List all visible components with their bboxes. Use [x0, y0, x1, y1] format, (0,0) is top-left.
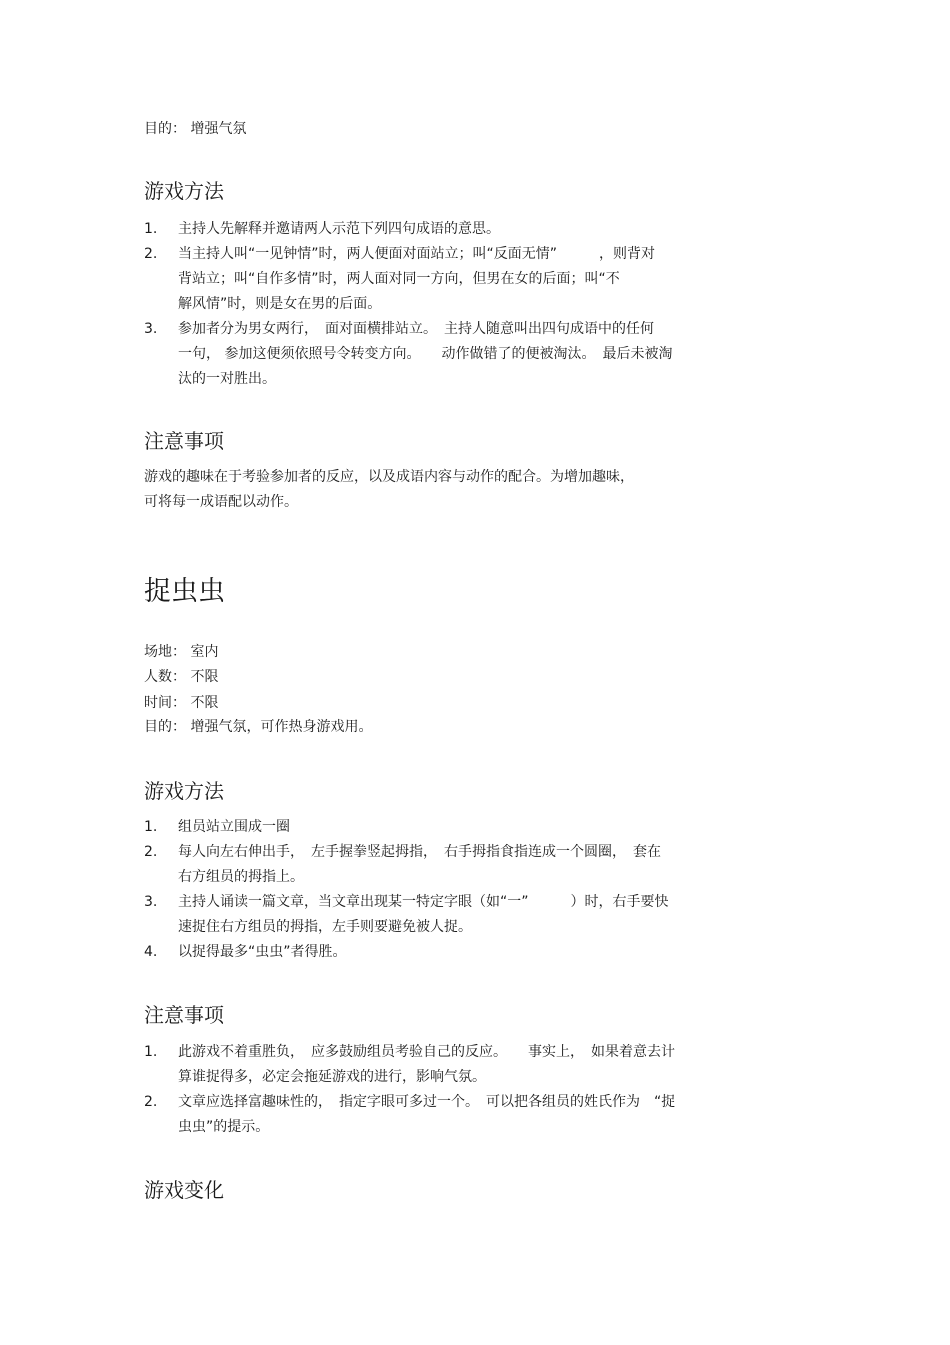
list-number: 2.: [144, 844, 158, 860]
paragraph-line: 可将每一成语配以动作。: [144, 494, 298, 510]
list-line: 每人向左右伸出手， 左手握拳竖起拇指， 右手拇指食指连成一个圆圈， 套在: [178, 844, 661, 860]
list-line: 解风情”时，则是女在男的后面。: [178, 296, 382, 312]
list-item: [144, 890, 724, 940]
game-title: 捉虫虫: [144, 576, 225, 607]
list-line: 算谁捉得多，必定会拖延游戏的进行，影响气氛。: [178, 1069, 486, 1085]
list-number: 2.: [144, 246, 158, 262]
list-line: 以捉得最多“虫虫”者得胜。: [178, 944, 347, 960]
list-number: 1.: [144, 221, 158, 237]
list-line: 组员站立围成一圈: [178, 819, 290, 835]
list-line: 速捉住右方组员的拇指，左手则要避免被人捉。: [178, 919, 472, 935]
list-line: 文章应选择富趣味性的， 指定字眼可多过一个。 可以把各组员的姓氏作为 “捉: [178, 1094, 676, 1110]
list-line: 虫虫”的提示。: [178, 1119, 270, 1135]
list-line: 汰的一对胜出。: [178, 371, 276, 387]
purpose-line: 目的： 增强气氛: [144, 121, 247, 137]
venue-line: 场地： 室内: [144, 644, 219, 660]
list-item: [144, 317, 724, 392]
paragraph-line: 游戏的趣味在于考验参加者的反应，以及成语内容与动作的配合。为增加趣味，: [144, 469, 634, 485]
list-line: 一句， 参加这便须依照号令转变方向。 动作做错了的便被淘汰。 最后未被淘: [178, 346, 673, 362]
list-item: [144, 840, 724, 890]
list-item: [144, 1040, 724, 1090]
list-number: 4.: [144, 944, 158, 960]
method-heading: 游戏方法: [144, 179, 224, 203]
notes-paragraph: [144, 465, 634, 515]
list-number: 3.: [144, 321, 158, 337]
variation-heading: 游戏变化: [144, 1178, 224, 1202]
list-item: [144, 940, 724, 965]
method-heading: 游戏方法: [144, 779, 224, 803]
list-line: 主持人诵读一篇文章，当文章出现某一特定字眼（如“一” ）时，右手要快: [178, 894, 669, 910]
people-line: 人数： 不限: [144, 669, 219, 685]
list-line: 主持人先解释并邀请两人示范下列四句成语的意思。: [178, 221, 500, 237]
list-line: 参加者分为男女两行， 面对面横排站立。 主持人随意叫出四句成语中的任何: [178, 321, 654, 337]
list-number: 3.: [144, 894, 158, 910]
list-item: [144, 815, 724, 840]
purpose-line: 目的： 增强气氛，可作热身游戏用。: [144, 719, 373, 735]
list-item: [144, 1090, 724, 1140]
list-line: 当主持人叫“一见钟情”时，两人便面对面站立；叫“反面无情” ，则背对: [178, 246, 656, 262]
notes-heading: 注意事项: [144, 1003, 224, 1027]
list-line: 此游戏不着重胜负， 应多鼓励组员考验自己的反应。 事实上， 如果着意去计: [178, 1044, 675, 1060]
list-line: 背站立；叫“自作多情”时，两人面对同一方向，但男在女的后面；叫“不: [178, 271, 620, 287]
list-item: [144, 217, 724, 242]
list-item: [144, 242, 724, 317]
time-line: 时间： 不限: [144, 695, 219, 711]
list-number: 1.: [144, 819, 158, 835]
notes-heading: 注意事项: [144, 429, 224, 453]
list-number: 1.: [144, 1044, 158, 1060]
list-line: 右方组员的拇指上。: [178, 869, 304, 885]
list-number: 2.: [144, 1094, 158, 1110]
